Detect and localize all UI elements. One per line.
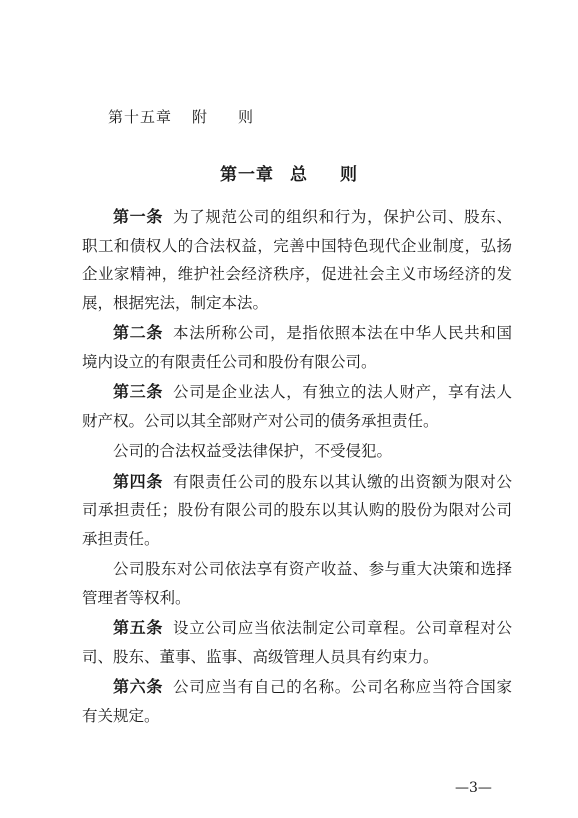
chapter-title-part2: 则 [340, 165, 358, 185]
article-paragraph [82, 673, 512, 730]
toc-chapter-title-part2: 则 [238, 108, 255, 126]
page-number: —3— [455, 780, 492, 796]
articles-body [82, 203, 512, 730]
article-text: 公司的合法权益受法律保护，不受侵犯。 [113, 442, 393, 460]
article-text: 公司应当有自己的名称。公司名称应当符合国家有关规定。 [82, 678, 512, 725]
toc-chapter-number: 第十五章 [108, 108, 173, 126]
continuation-paragraph [82, 437, 512, 466]
toc-chapter-fifteen [108, 106, 254, 127]
article-paragraph [82, 203, 512, 317]
chapter-title-part1: 总 [290, 165, 308, 185]
article-text: 有限责任公司的股东以其认缴的出资额为限对公司承担责任；股份有限公司的股东以其认购的股份为限对公司承担责任。 [82, 472, 512, 548]
article-label: 第五条 [113, 618, 164, 637]
chapter-number: 第一章 [220, 165, 274, 185]
article-text: 公司是企业法人，有独立的法人财产，享有法人财产权。公司以其全部财产对公司的债务承担责任。 [82, 383, 512, 430]
continuation-paragraph [82, 555, 512, 612]
article-paragraph [82, 319, 512, 376]
article-text: 公司股东对公司依法享有资产收益、参与重大决策和选择管理者等权利。 [82, 560, 512, 607]
article-label: 第三条 [113, 382, 164, 401]
article-label: 第二条 [113, 323, 164, 342]
toc-chapter-title-part1: 附 [192, 108, 209, 126]
article-text: 设立公司应当依法制定公司章程。公司章程对公司、股东、董事、监事、高级管理人员具有约束力。 [82, 619, 512, 666]
article-paragraph [82, 468, 512, 554]
article-paragraph [82, 614, 512, 671]
article-text: 本法所称公司，是指依照本法在中华人民共和国境内设立的有限责任公司和股份有限公司。 [82, 324, 512, 371]
article-label: 第一条 [113, 207, 164, 226]
article-label: 第六条 [113, 677, 164, 696]
chapter-heading [0, 160, 578, 185]
article-label: 第四条 [113, 471, 164, 491]
article-text: 为了规范公司的组织和行为，保护公司、股东、职工和债权人的合法权益，完善中国特色现代企业制度，弘扬企业家精神，维护社会经济秩序，促进社会主义市场经济的发展，根据宪法，制定本法。 [82, 208, 512, 312]
article-paragraph [82, 378, 512, 435]
